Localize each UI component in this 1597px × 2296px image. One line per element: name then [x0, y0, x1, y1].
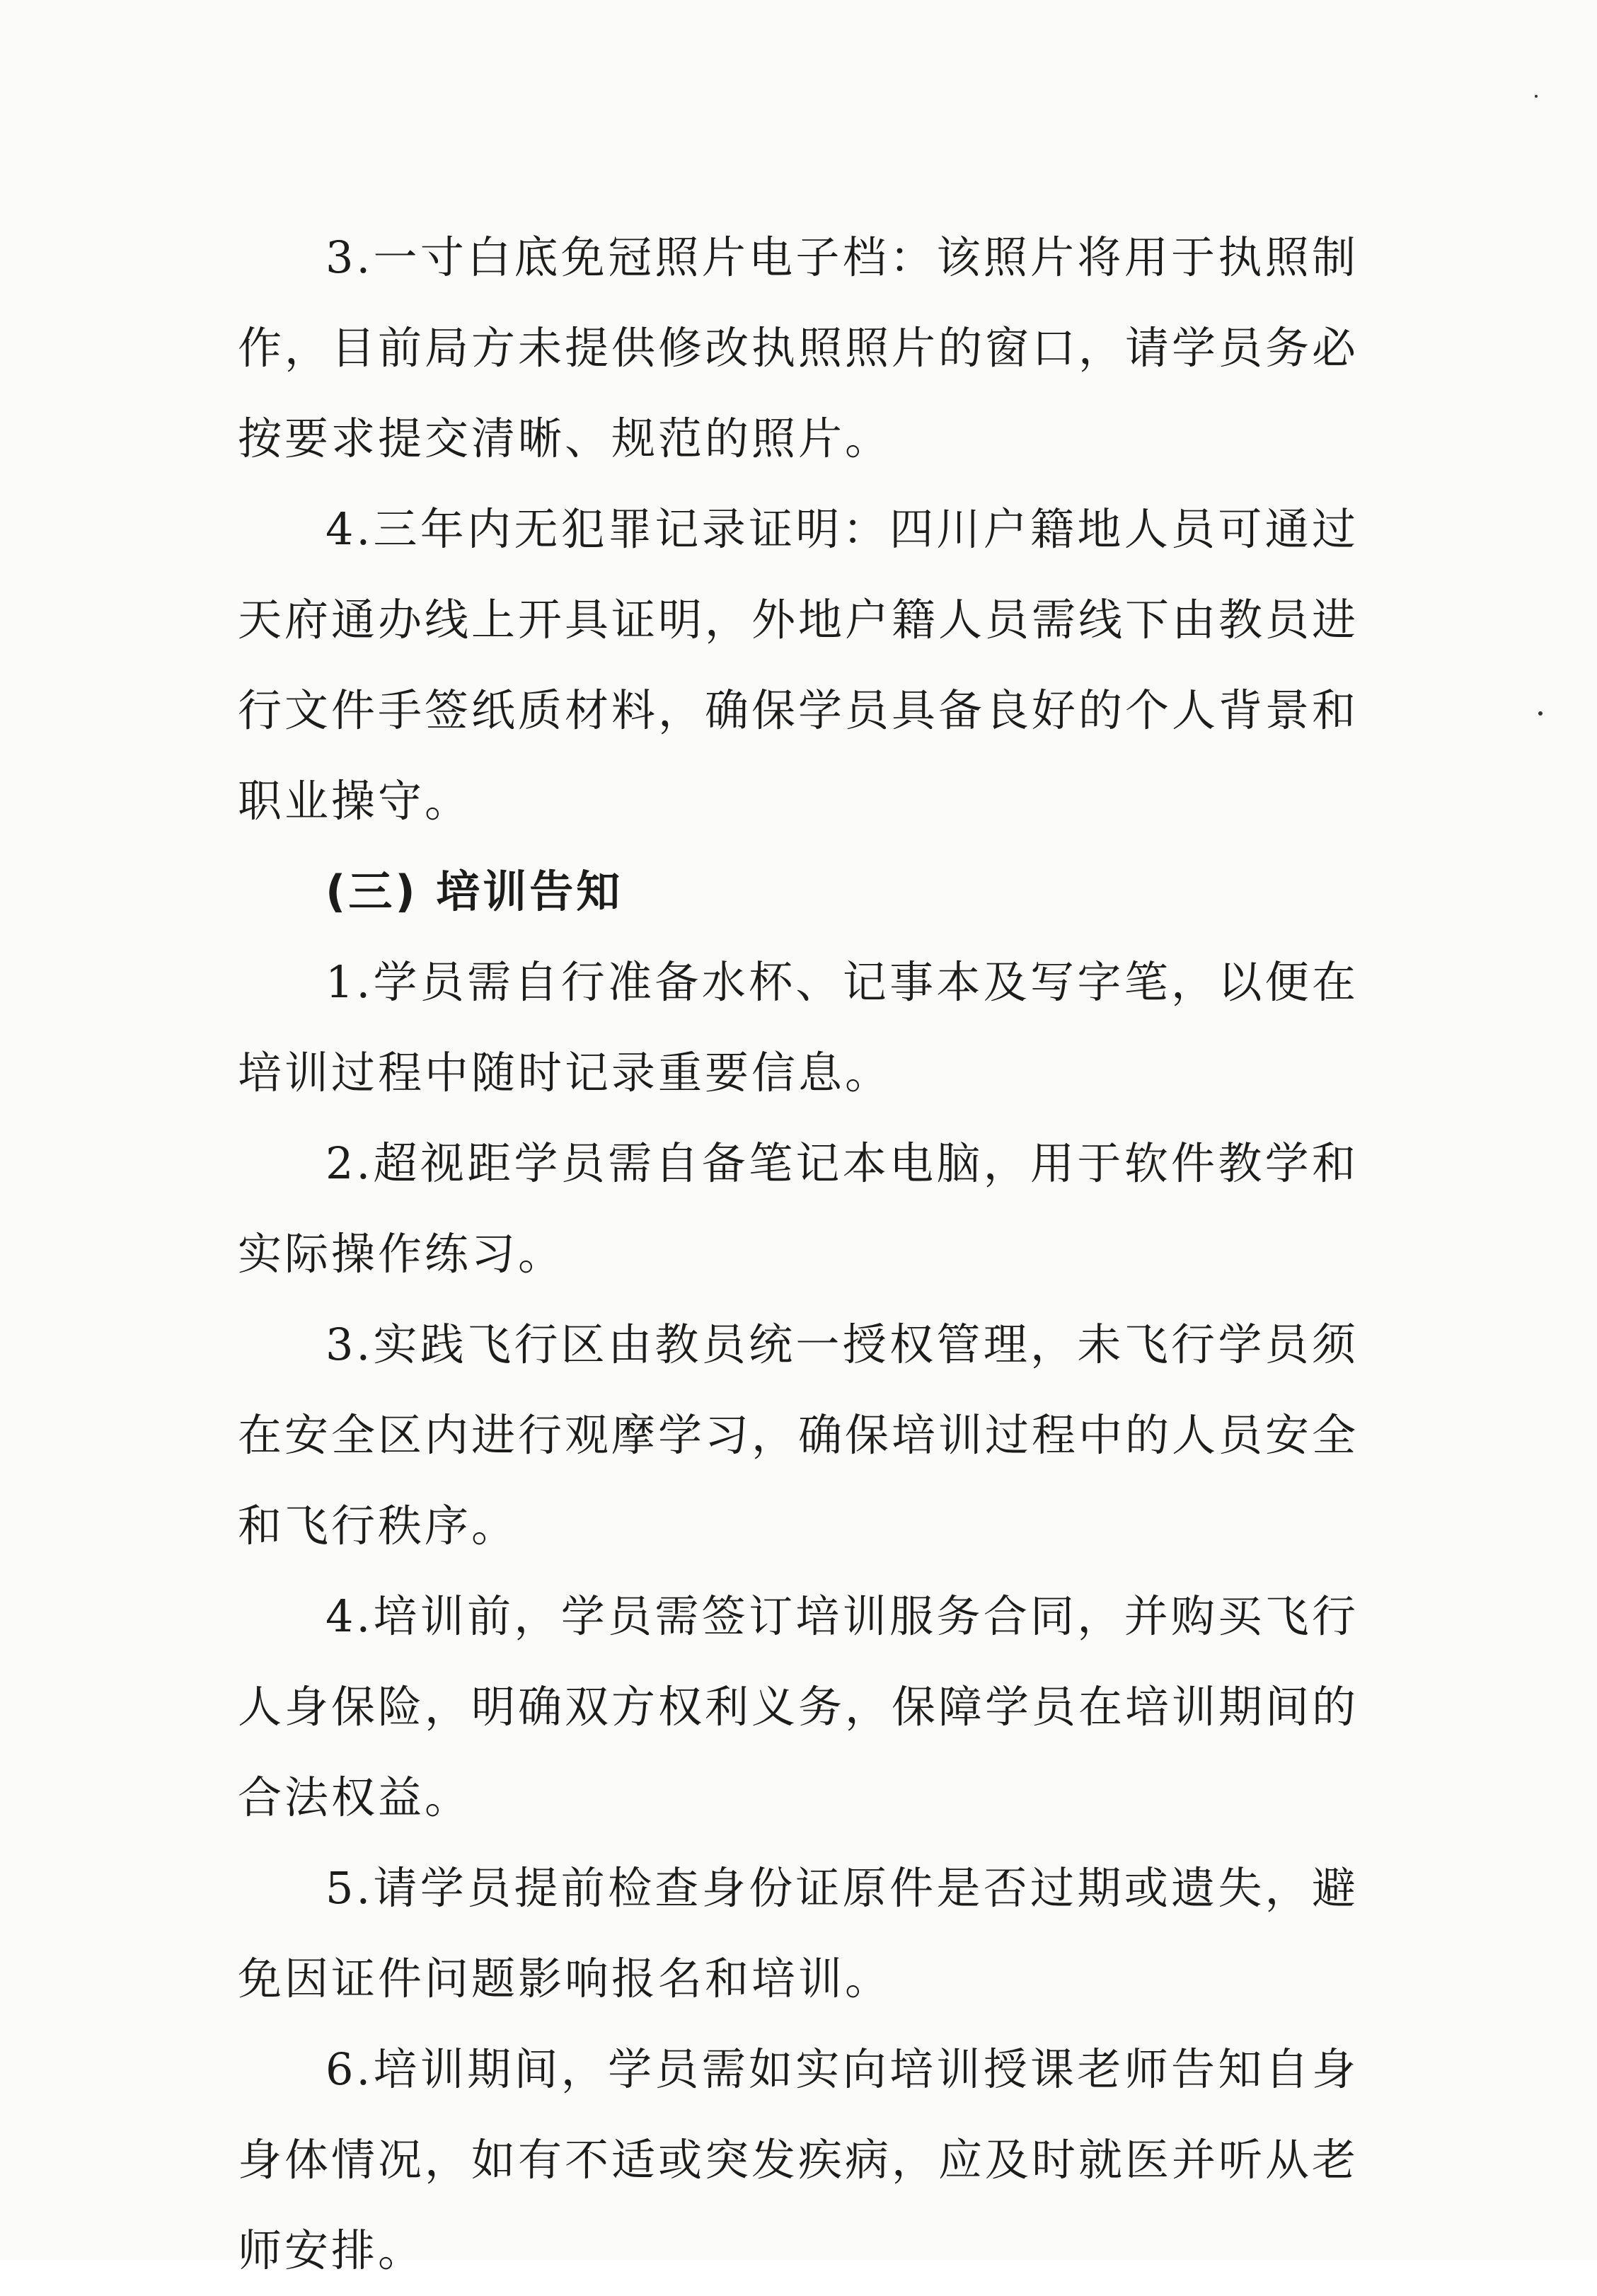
- section-heading-training-notice: (三) 培训告知: [325, 866, 623, 917]
- paragraph-notice-5: 5.请学员提前检查身份证原件是否过期或遗失，避免因证件问题影响报名和培训。: [238, 1862, 1359, 2004]
- paragraph-photo-requirement: 3.一寸白底免冠照片电子档：该照片将用于执照制作，目前局方未提供修改执照照片的窗口，请学员务必按要求提交清晰、规范的照片。: [238, 231, 1359, 464]
- scan-speck: [1535, 95, 1538, 98]
- paragraph-notice-3: 3.实践飞行区由教员统一授权管理，未飞行学员须在安全区内进行观摩学习，确保培训过程中的人员安全和飞行秩序。: [238, 1319, 1359, 1551]
- scan-speck: [1538, 711, 1543, 716]
- paragraph-notice-6: 6.培训期间，学员需如实向培训授课老师告知自身身体情况，如有不适或突发疾病，应及时就医并听从老师安排。: [238, 2043, 1359, 2276]
- paragraph-notice-2: 2.超视距学员需自备笔记本电脑，用于软件教学和实际操作练习。: [238, 1137, 1359, 1280]
- paragraph-notice-4: 4.培训前，学员需签订培训服务合同，并购买飞行人身保险，明确双方权利义务，保障学员在培训期间的合法权益。: [238, 1590, 1359, 1823]
- body-text: [238, 212, 1359, 2296]
- paragraph-criminal-record: 4.三年内无犯罪记录证明：四川户籍地人员可通过天府通办线上开具证明，外地户籍人员需线下由教员进行文件手签纸质材料，确保学员具备良好的个人背景和职业操守。: [238, 503, 1359, 827]
- paragraph-notice-1: 1.学员需自行准备水杯、记事本及写字笔，以便在培训过程中随时记录重要信息。: [238, 956, 1359, 1098]
